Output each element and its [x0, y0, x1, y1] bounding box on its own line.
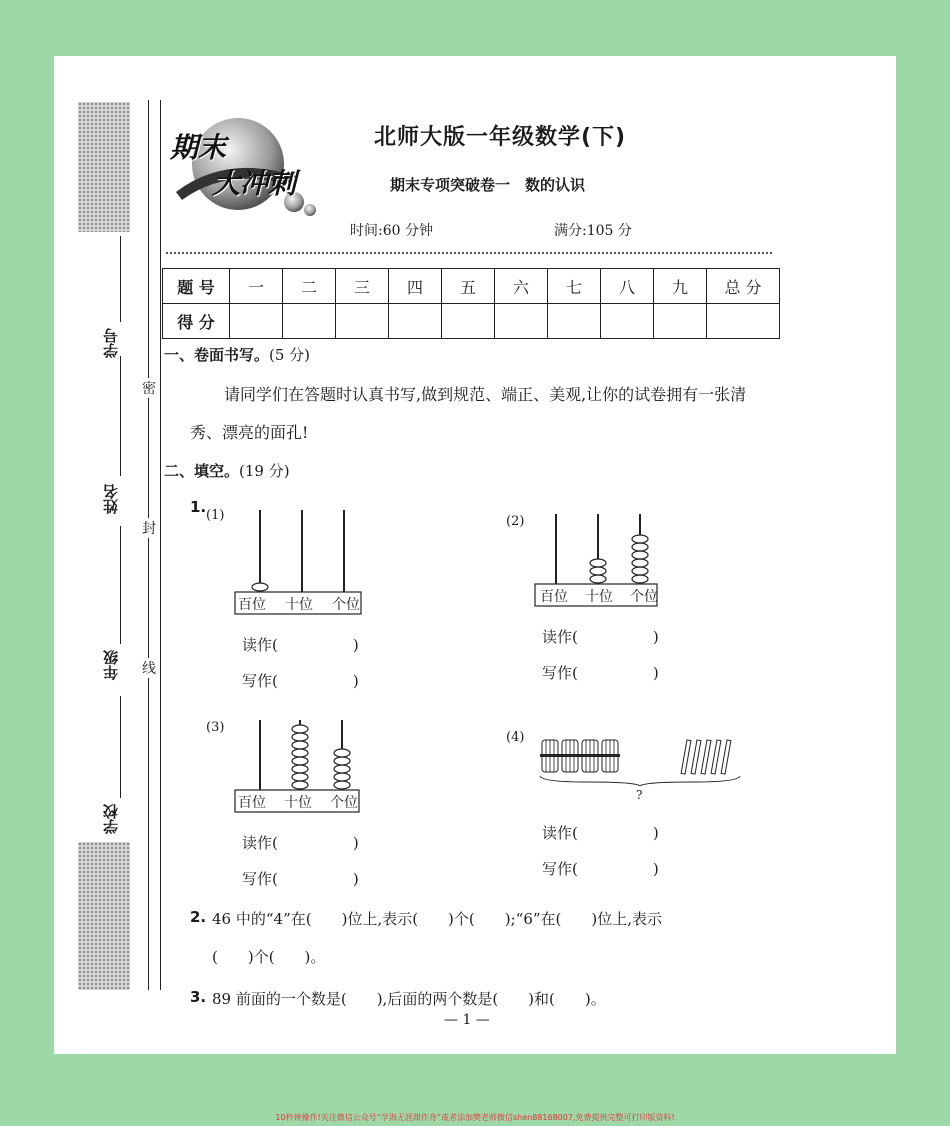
binding-mark-feng: 封 — [142, 518, 156, 538]
section2-points: (19 分) — [239, 462, 290, 480]
q1-part3-write[interactable]: 写作( ) — [242, 870, 359, 888]
score-input-6[interactable] — [495, 304, 548, 339]
q1-part4-write[interactable]: 写作( ) — [542, 860, 659, 878]
binding-line-inner — [160, 100, 161, 990]
q3-number: 3. — [190, 988, 207, 1006]
section2-title: 二、填空。 — [164, 462, 240, 480]
name-label: 姓名 — [102, 484, 120, 514]
score-input-7[interactable] — [548, 304, 601, 339]
score-cell-4: 四 — [389, 269, 442, 304]
score-cell-total: 总 分 — [707, 269, 780, 304]
abacus-3-ones: 个位 — [330, 795, 358, 811]
logo-text-2: 大冲刺 — [212, 167, 297, 200]
score-row-label: 得 分 — [163, 304, 230, 339]
exam-title: 北师大版一年级数学(下) — [374, 125, 627, 150]
dotted-divider — [166, 252, 772, 254]
q1-part4-read[interactable]: 读作( ) — [542, 824, 659, 842]
name-underline — [120, 356, 121, 476]
q1-part2-label: (2) — [506, 514, 525, 529]
q1-number: 1. — [190, 498, 207, 516]
binding-line-outer — [148, 100, 149, 990]
q2-number: 2. — [190, 908, 207, 926]
binding-pattern-top — [78, 102, 130, 232]
section1-title: 一、卷面书写。 — [164, 346, 270, 364]
section1-line1: 请同学们在答题时认真书写,做到规范、端正、美观,让你的试卷拥有一张清 — [224, 385, 747, 404]
score-cell-label: 题 号 — [163, 269, 230, 304]
q1-part2-read[interactable]: 读作( ) — [542, 628, 659, 646]
score-table-header-row — [163, 269, 780, 304]
abacus-3-hundreds: 百位 — [238, 795, 266, 811]
q1-part1-label: (1) — [206, 508, 225, 523]
score-cell-2: 二 — [283, 269, 336, 304]
binding-mark-xian: 线 — [142, 658, 156, 678]
abacus-2-hundreds: 百位 — [540, 589, 568, 605]
score-cell-6: 六 — [495, 269, 548, 304]
binding-mark-mi: 密 — [142, 378, 156, 398]
section1-line2: 秀、漂亮的面孔! — [190, 423, 309, 442]
score-cell-3: 三 — [336, 269, 389, 304]
school-underline — [120, 696, 121, 798]
abacus-1-hundreds: 百位 — [238, 597, 266, 613]
student-no-underline — [120, 236, 121, 322]
section1-points: (5 分) — [269, 346, 311, 364]
abacus-2-ones: 个位 — [630, 589, 658, 605]
binding-pattern-bottom — [78, 842, 130, 990]
q1-part1-write[interactable]: 写作( ) — [242, 672, 359, 690]
score-table-score-row — [163, 304, 780, 339]
grade-label: 年级 — [102, 650, 120, 680]
stick-bundles — [538, 734, 744, 786]
q3-text[interactable]: 89 前面的一个数是( ),后面的两个数是( )和( )。 — [212, 990, 606, 1008]
q1-part4-label: (4) — [506, 730, 525, 745]
q1-part4-question-mark: ? — [636, 788, 643, 802]
section2-heading — [164, 460, 290, 481]
score-table — [162, 268, 780, 339]
exam-subtitle: 期末专项突破卷一 数的认识 — [390, 176, 586, 194]
abacus-1-labels — [238, 594, 360, 614]
score-input-8[interactable] — [601, 304, 654, 339]
exam-sheet — [54, 56, 896, 1054]
logo — [166, 114, 316, 224]
logo-text-1: 期末 — [170, 131, 227, 164]
q1-part2-write[interactable]: 写作( ) — [542, 664, 659, 682]
section1-heading — [164, 344, 310, 365]
abacus-1-ones: 个位 — [332, 597, 360, 613]
school-label: 学校 — [102, 804, 120, 834]
score-input-1[interactable] — [230, 304, 283, 339]
page-number: — 1 — — [444, 1012, 490, 1028]
score-input-total[interactable] — [707, 304, 780, 339]
score-cell-9: 九 — [654, 269, 707, 304]
score-input-4[interactable] — [389, 304, 442, 339]
q2-line2[interactable]: ( )个( )。 — [212, 948, 326, 966]
exam-full-score: 满分:105 分 — [554, 223, 632, 239]
abacus-1-tens: 十位 — [285, 597, 313, 613]
q1-part3-label: (3) — [206, 720, 225, 735]
q2-line1[interactable]: 46 中的“4”在( )位上,表示( )个( );“6”在( )位上,表示 — [212, 910, 663, 928]
footer-note: 10秒钟操作!关注微信公众号“学海无涯甜作舟”或者添加樊老师微信shen88168007,免费提供完整可打印版资料! — [275, 1113, 675, 1122]
score-cell-7: 七 — [548, 269, 601, 304]
score-input-2[interactable] — [283, 304, 336, 339]
score-cell-5: 五 — [442, 269, 495, 304]
abacus-3-labels — [238, 792, 358, 812]
q1-part3-read[interactable]: 读作( ) — [242, 834, 359, 852]
score-input-3[interactable] — [336, 304, 389, 339]
abacus-3-tens: 十位 — [284, 795, 312, 811]
score-cell-1: 一 — [230, 269, 283, 304]
abacus-2-labels — [540, 586, 658, 606]
score-input-9[interactable] — [654, 304, 707, 339]
abacus-2-tens: 十位 — [585, 589, 613, 605]
score-input-5[interactable] — [442, 304, 495, 339]
exam-time: 时间:60 分钟 — [350, 223, 433, 239]
q1-part1-read[interactable]: 读作( ) — [242, 636, 359, 654]
score-cell-8: 八 — [601, 269, 654, 304]
grade-underline — [120, 526, 121, 644]
student-no-label: 学号 — [102, 328, 120, 358]
